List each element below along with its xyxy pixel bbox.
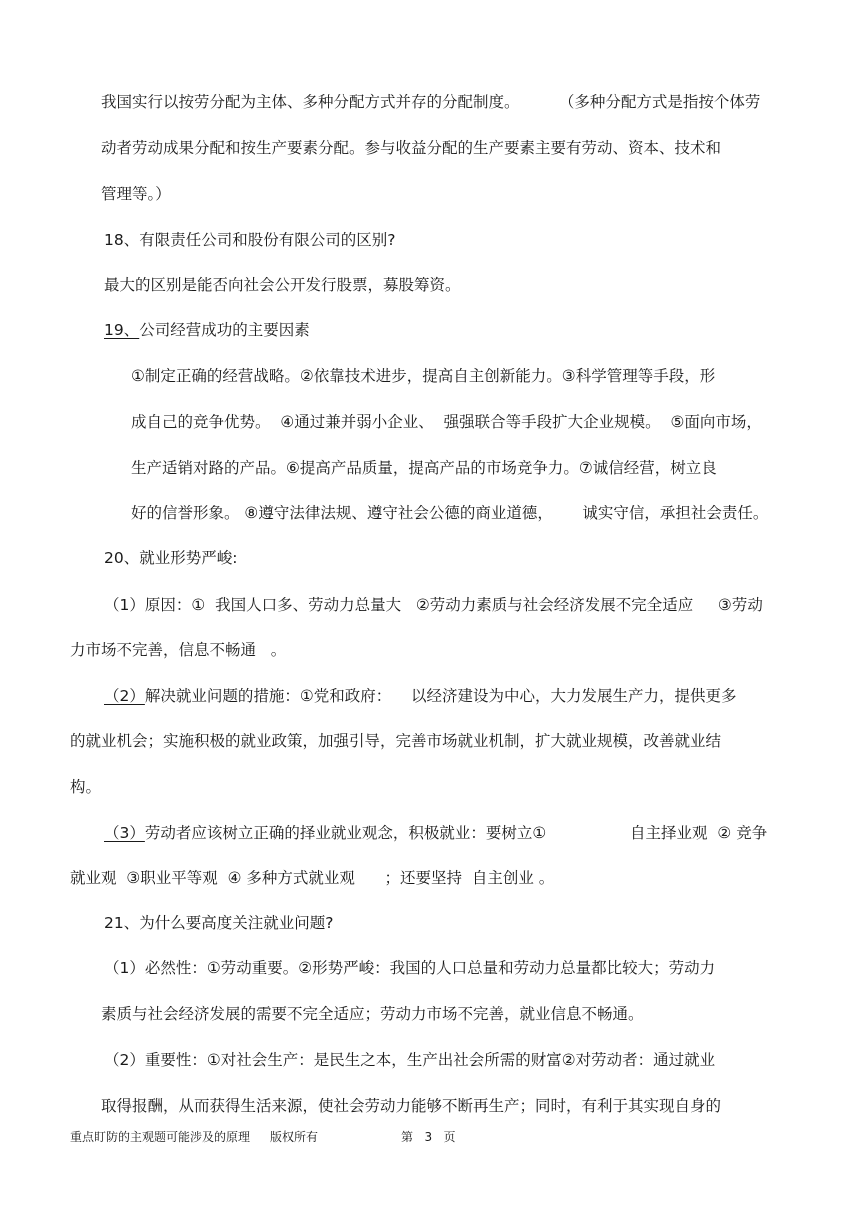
question-heading-19 [104, 320, 310, 340]
answer-line: 好的信誉形象。 ⑧遵守法律法规、遵守社会公德的商业道德， 诚实守信，承担社会责任。 [131, 504, 769, 522]
question-heading-18: 18、有限责任公司和股份有限公司的区别? [104, 231, 396, 249]
item-number: （3） [104, 824, 145, 842]
text-line: 动者劳动成果分配和按生产要素分配。参与收益分配的生产要素主要有劳动、资本、技术和 [101, 139, 722, 157]
question-number: 19、 [104, 321, 140, 339]
footer-title: 重点盯防的主观题可能涉及的原理 [70, 1130, 251, 1144]
question-text: 公司经营成功的主要因素 [139, 321, 310, 339]
question-heading-20: 20、就业形势严峻: [104, 549, 238, 567]
question-heading-21: 21、为什么要高度关注就业问题? [104, 914, 334, 932]
text-line: 我国实行以按劳分配为主体、多种分配方式并存的分配制度。 （多种分配方式是指按个体劳 [101, 93, 761, 111]
text-line: 管理等。） [101, 185, 171, 203]
answer-line: ①制定正确的经营战略。②依靠技术进步，提高自主创新能力。③科学管理等手段，形 [131, 367, 716, 385]
answer-line [104, 686, 736, 706]
answer-line: （1）原因：① 我国人口多、劳动力总量大 ②劳动力素质与社会经济发展不完全适应 ③劳动 [104, 596, 763, 614]
answer-line: 取得报酬，从而获得生活来源，使社会劳动力能够不断再生产；同时，有利于其实现自身的 [101, 1097, 722, 1115]
answer-line: 构。 [70, 778, 102, 796]
answer-line: （2）重要性：①对社会生产：是民生之本，生产出社会所需的财富②对劳动者：通过就业 [104, 1051, 716, 1069]
answer-line: 成自己的竞争优势。 ④通过兼并弱小企业、 强强联合等手段扩大企业规模。 ⑤面向市场， [131, 413, 762, 431]
answer-line: 的就业机会；实施积极的就业政策，加强引导，完善市场就业机制，扩大就业规模，改善就业结 [70, 732, 722, 750]
footer-copyright: 版权所有 [270, 1130, 319, 1144]
answer-line: （1）必然性：①劳动重要。②形势严峻：我国的人口总量和劳动力总量都比较大；劳动力 [104, 959, 716, 977]
answer-line [104, 823, 767, 843]
answer-line: 素质与社会经济发展的需要不完全适应；劳动力市场不完善，就业信息不畅通。 [101, 1005, 644, 1023]
answer-line: 就业观 ③职业平等观 ④ 多种方式就业观 ；还要坚持 自主创业 。 [70, 869, 555, 887]
answer-line: 最大的区别是能否向社会公开发行股票，募股筹资。 [104, 276, 461, 294]
item-number: （2） [104, 687, 145, 705]
answer-line: 生产适销对路的产品。⑥提高产品质量，提高产品的市场竞争力。⑦诚信经营，树立良 [131, 459, 717, 477]
item-text: 解决就业问题的措施：①党和政府： 以经济建设为中心，大力发展生产力，提供更多 [144, 687, 737, 705]
item-text: 劳动者应该树立正确的择业就业观念，积极就业：要树立① 自主择业观 ② 竞争 [144, 824, 768, 842]
footer-page-number: 第 3 页 [401, 1130, 456, 1144]
answer-line: 力市场不完善，信息不畅通 。 [70, 641, 287, 659]
